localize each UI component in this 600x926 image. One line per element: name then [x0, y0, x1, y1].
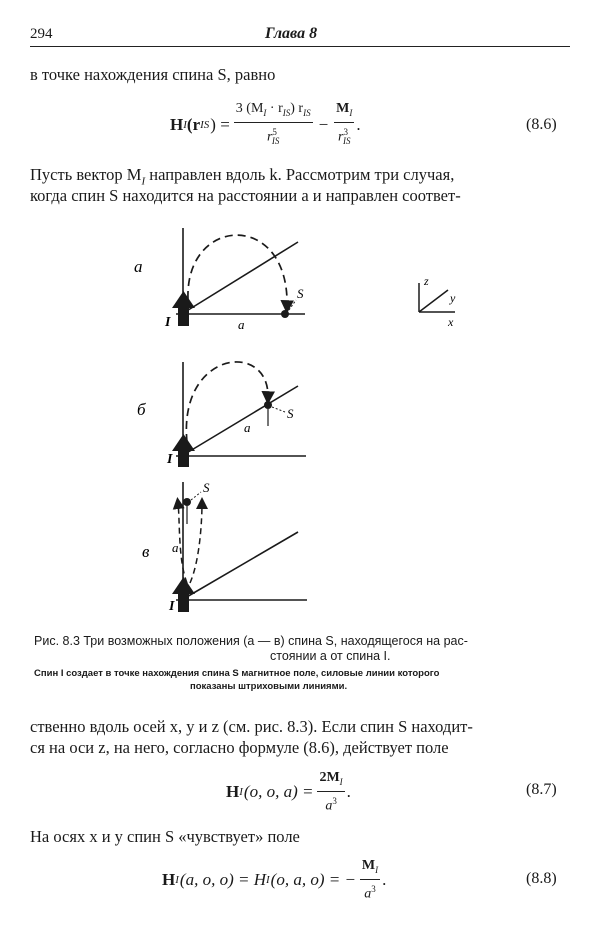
eq87-num: 2M — [319, 769, 340, 785]
eq86-lhs: H — [170, 115, 184, 134]
legend-y-axis — [419, 290, 448, 312]
eq88-mid-arg: (o, a, o) = − — [270, 870, 356, 889]
legend-y-label: y — [450, 291, 456, 305]
eq88-den-sup: 3 — [371, 883, 376, 894]
panel-b-label: б — [137, 400, 146, 419]
panel-a-distance-label: a — [238, 317, 245, 332]
eq88-lhs-arg: (a, o, o) = H — [179, 870, 266, 889]
panel-b-s-leader — [272, 407, 285, 412]
eq87-fraction — [317, 769, 344, 815]
eq86-den1-sup: 5 — [272, 126, 277, 137]
equation-8-7 — [226, 770, 351, 814]
paragraph-3-line-1: ственно вдоль осей x, y и z (см. рис. 8.3). Если спин S находит- — [30, 717, 473, 736]
eq86-den1: r — [266, 129, 273, 145]
eq86-num1-sub: I — [263, 107, 267, 118]
eq87-lhs-sub: I — [239, 786, 243, 798]
equation-8-6 — [170, 102, 361, 148]
eq86-num1: 3 (M — [235, 100, 264, 116]
eq86-den1-sub: IS — [271, 136, 280, 147]
eq87-dot: . — [346, 782, 351, 801]
panel-c-s-label: S — [203, 480, 210, 495]
figure-8-3 — [0, 215, 600, 620]
panel-b-field-line — [186, 362, 268, 442]
panel-c-i-label: I — [169, 599, 175, 614]
panel-b-y-axis — [185, 386, 298, 454]
figure-note-line-1: Спин I создает в точке нахождения спина S магнитное поле, силовые линии которого — [34, 668, 440, 679]
figure-note-line-2: показаны штриховыми линиями. — [190, 681, 348, 692]
panel-b-s-label: S — [287, 406, 294, 421]
eq87-lhs: H — [226, 782, 240, 801]
eq86-num1-sub3: IS — [303, 107, 311, 118]
paragraph-1: в точке нахождения спина S, равно — [30, 65, 276, 84]
eq86-fraction-2 — [334, 100, 354, 150]
eq87-den-sup: 3 — [332, 795, 337, 806]
eq86-lhs-arg-sub: IS — [200, 119, 210, 131]
eq86-num2: M — [336, 100, 350, 116]
eq88-lhs: H — [162, 870, 176, 889]
eq86-num1-mid: · r — [266, 100, 283, 116]
legend-z-label: z — [424, 274, 429, 288]
equation-number-8-6: (8.6) — [526, 116, 557, 133]
eq86-dot: . — [356, 115, 361, 134]
panel-c-distance-label: a — [172, 540, 179, 555]
panel-b-distance-label: a — [244, 420, 251, 435]
eq88-dot: . — [382, 870, 387, 889]
figure-caption-line-1: Рис. 8.3 Три возможных положения (а — в) спина S, находящегося на рас- — [34, 634, 468, 648]
panel-a-field-line — [188, 235, 287, 307]
panel-c-label: в — [142, 542, 150, 561]
para2-line1-a: Пусть вектор M — [30, 165, 142, 184]
panel-c-s-leader — [191, 492, 201, 500]
equation-number-8-7: (8.7) — [526, 781, 557, 798]
panel-a-spin-s — [281, 310, 289, 318]
panel-b-spin-i-arrow — [172, 434, 195, 467]
paragraph-2-line-2: когда спин S находится на расстоянии a и направлен соответ- — [30, 186, 461, 205]
panel-b-i-label: I — [167, 452, 173, 467]
eq86-lhs-sub: I — [183, 119, 187, 131]
eq86-lhs-arg: (r — [186, 115, 201, 134]
paragraph-4: На осях x и y спин S «чувствует» поле — [30, 827, 300, 846]
eq86-num1-end: ) r — [290, 100, 304, 116]
legend-x-label: x — [448, 315, 454, 329]
eq86-num2-sub: I — [349, 107, 353, 118]
panel-c-field-line-right — [190, 503, 202, 583]
panel-b — [137, 362, 306, 467]
panel-b-spin-s — [264, 401, 272, 409]
eq87-lhs-arg: (o, o, a) = — [243, 782, 314, 801]
eq86-lhs-close: ) = — [210, 115, 230, 134]
eq86-minus: − — [318, 115, 329, 134]
eq88-lhs-sub: I — [175, 874, 179, 886]
axes-legend — [419, 274, 456, 329]
paragraph-3-line-2: ся на оси z, на него, согласно формуле (8.6), действует поле — [30, 738, 449, 757]
panel-c — [142, 480, 307, 614]
eq86-fraction-1 — [234, 100, 313, 150]
equation-8-8 — [162, 858, 386, 902]
header-rule — [30, 46, 570, 47]
equation-number-8-8: (8.8) — [526, 870, 557, 887]
eq88-mid-sub: I — [265, 874, 270, 886]
eq87-den: a — [325, 798, 333, 814]
panel-a-s-leader — [289, 300, 296, 310]
eq88-fraction — [360, 857, 380, 903]
panel-a-s-label: S — [297, 286, 304, 301]
eq88-num: M — [361, 857, 376, 873]
panel-c-y-axis — [185, 532, 298, 598]
panel-c-spin-s — [183, 498, 191, 506]
panel-a-i-label: I — [165, 315, 171, 330]
eq86-num1-sub2: IS — [282, 107, 291, 118]
eq86-den2-sub: IS — [343, 136, 351, 147]
chapter-title: Глава 8 — [265, 25, 318, 42]
page-number: 294 — [30, 26, 53, 42]
eq88-num-sub: I — [375, 864, 379, 875]
para2-line1-sub: I — [141, 175, 146, 188]
para2-line1-b: направлен вдоль k. Рассмотрим три случая, — [145, 165, 455, 184]
eq87-num-sub: I — [339, 776, 343, 787]
panel-a — [134, 228, 305, 332]
figure-caption-line-2: стоянии a от спина I. — [270, 649, 391, 663]
panel-a-label: a — [134, 257, 143, 276]
eq86-den2: r — [338, 129, 344, 145]
eq86-den2-sup: 3 — [343, 126, 348, 137]
panel-a-y-axis — [185, 242, 298, 312]
eq88-den: a — [364, 886, 372, 902]
